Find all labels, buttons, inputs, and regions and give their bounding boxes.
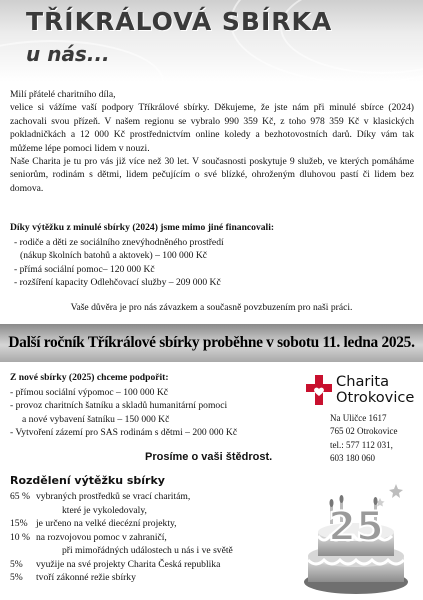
distribution-text: na rozvojovou pomoc v zahraničí,: [36, 531, 167, 543]
phone-line: tel.: 577 112 031,: [330, 439, 393, 450]
intro-paragraph: Naše Charita je tu pro vás již více než 30 let. V současnosti poskytuje 9 služeb, ve kterých pomáháme seniorům, rodinám s dětmi, lidem pečujícím o své blízké, ohroženým dluhovou pastí či lidem bez domova.: [10, 156, 414, 194]
address-line: 765 02 Otrokovice: [330, 426, 398, 437]
list-item: - rozšíření kapacity Odlehčovací služby – 209 000 Kč: [14, 277, 221, 289]
list-item: - přímá sociální pomoc– 120 000 Kč: [14, 263, 155, 275]
distribution-text: při mimořádných událostech u nás i ve světě: [62, 545, 233, 556]
charita-logo: [306, 374, 414, 406]
list-item: - přímou sociální výpomoc – 100 000 Kč: [10, 387, 169, 398]
intro-text: [10, 88, 414, 195]
contact-info: [330, 412, 398, 466]
list-item: [10, 517, 233, 531]
percentage: 5%: [10, 572, 23, 583]
date-banner-text: Další ročník Tříkrálové sbírky proběhne v sobotu 11. ledna 2025.: [8, 334, 415, 351]
percentage: 5%: [10, 558, 23, 570]
charita-cross-heart-icon: [306, 375, 332, 405]
header-banner: [0, 0, 423, 82]
list-item: [10, 544, 233, 558]
percentage: 15%: [10, 518, 28, 529]
list-item: [10, 558, 233, 572]
distribution-text: tvoří zákonné režie sbírky: [36, 572, 136, 583]
list-item: [10, 571, 233, 585]
cake-number: 25: [328, 504, 384, 550]
anniversary-cake-icon: [300, 476, 412, 596]
list-item: [10, 531, 233, 545]
percentage: 10 %: [10, 531, 30, 543]
plans-2025-list: [10, 386, 237, 440]
funded-2024-list: [14, 236, 224, 290]
list-item: (nákup školních batohů a aktovek) – 100 000 Kč: [20, 250, 208, 262]
organization-name-line1: Charita: [336, 373, 390, 390]
list-item: [10, 490, 233, 504]
plans-2025-heading: Z nové sbírky (2025) chceme podpořit:: [10, 372, 169, 383]
list-item: - provoz charitních šatníku a skladů humanitární pomoci: [10, 400, 228, 412]
address-line: Na Uličce 1617: [330, 413, 387, 423]
list-item: [10, 504, 233, 518]
distribution-list: [10, 490, 233, 585]
trust-note: Vaše důvěra je pro nás závazkem a současně povzbuzením pro naši práci.: [70, 302, 353, 313]
list-item: - rodiče a děti ze sociálního znevýhodněného prostředí: [14, 237, 224, 248]
distribution-text: je určeno na velké diecézní projekty,: [36, 518, 177, 529]
page-title: TŘÍKRÁLOVÁ SBÍRKA: [26, 7, 333, 36]
list-item: - Vytvoření zázemí pro SAS rodinám s dětmi – 200 000 Kč: [10, 427, 238, 439]
distribution-text: využije na své projekty Charita Česká republika: [36, 558, 221, 570]
intro-paragraph: velice si vážíme vaší podpory Tříkrálové sbírky. Děkujeme, že jste nám při minulé sbírce (2024) zachovali svou přízeň. V našem regionu se vybralo 990 359 Kč, z toho 978 359 Kč v klasických pokladničkách a 12 000 Kč prostřednictvím online koledy a bezhotovostních darů. Díky vám tak můžeme lépe pomoci lidem v nouzi.: [10, 102, 414, 154]
phone-line: 603 180 060: [330, 453, 375, 464]
list-item: a nové vybavení šatníku – 150 000 Kč: [22, 413, 170, 425]
distribution-text: vybraných prostředků se vrací charitám,: [36, 491, 191, 502]
percentage: 65 %: [10, 491, 30, 502]
date-banner: [0, 324, 423, 362]
organization-name-line2: Otrokovice: [336, 389, 415, 406]
page-subtitle: u nás...: [26, 42, 110, 66]
distribution-text: které je vykoledovaly,: [62, 504, 147, 516]
distribution-heading: Rozdělení výtěžku sbírky: [10, 474, 165, 487]
greeting: Milí přátelé charitního díla,: [10, 89, 116, 100]
funded-2024-heading: Díky výtěžku z minulé sbírky (2024) jsme mimo jiné financovali:: [10, 222, 275, 233]
generosity-plea: Prosíme o vaši štědrost.: [145, 451, 273, 463]
